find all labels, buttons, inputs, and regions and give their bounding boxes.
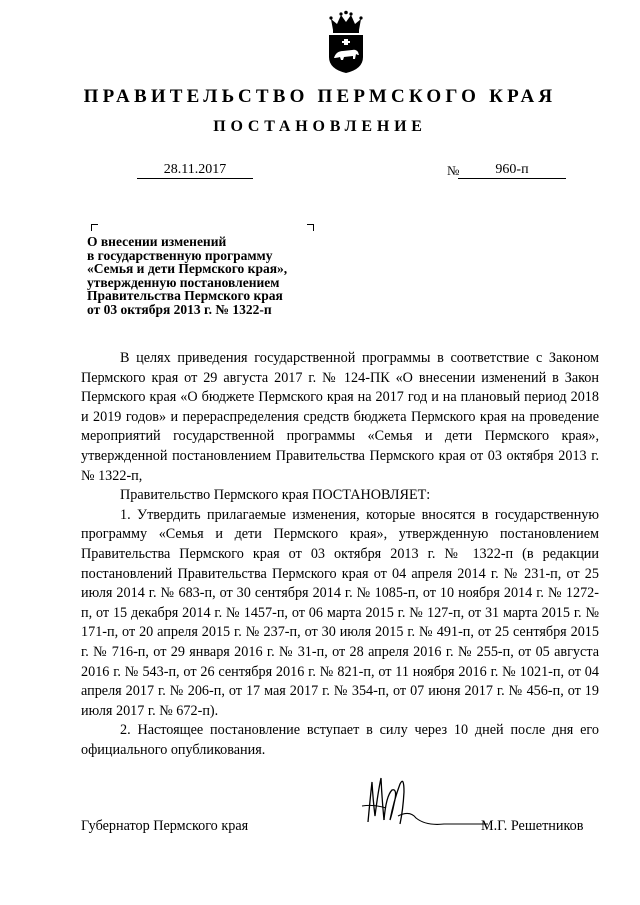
document-body — [81, 349, 599, 760]
number-sign: № — [447, 163, 460, 178]
subject-line: «Семья и дети Пермского края», — [87, 261, 288, 276]
subject-line: утвержденную постановлением — [87, 274, 280, 290]
document-type: ПОСТАНОВЛЕНИЕ — [213, 118, 427, 135]
subject-line: Правительства Пермского края — [87, 288, 283, 303]
signatory-name: М.Г. Решетников — [481, 818, 584, 834]
document-number: 960-п — [458, 162, 566, 179]
government-title: ПРАВИТЕЛЬСТВО ПЕРМСКОГО КРАЯ — [83, 86, 557, 107]
clause-2-paragraph: 2. Настоящее постановление вступает в силу через 10 дней после дня его официального опубликования. — [81, 722, 599, 758]
handwritten-signature — [354, 770, 490, 834]
document-date: 28.11.2017 — [137, 162, 253, 179]
subject-line: О внесении изменений — [87, 234, 227, 249]
clause-1-paragraph: 1. Утвердить прилагаемые изменения, которые вносятся в государственную программу «Семья и дети Пермского края», утвержденную постановлением Правительства Пермского края от 03 октября 2013 г. № 1322-п (в редакции постановлений Правительства Пермского края от 04 апреля 2014 г. № 231-п, от 25 июля 2014 г. № 683-п, от 30 сентября 2014 г. № 1085-п, от 10 ноября 2014 г. № 1272-п, от 15 декабря 2014 г. № 1457-п, от 06 марта 2015 г. № 127-п, от 31 марта 2015 г. № 171-п, от 20 апреля 2015 г. № 237-п, от 30 июля 2015 г. № 491-п, от 25 сентября 2015 г. № 716-п, от 29 января 2016 г. № 31-п, от 28 апреля 2016 г. № 255-п, от 05 августа 2016 г. № 543-п, от 26 сентября 2016 г. № 821-п, от 11 ноября 2016 г. № 1021-п, от 04 апреля 2017 г. № 206-п, от 17 мая 2017 г. № 354-п, от 07 июня 2017 г. № 456-п, от 19 июля 2017 г. № 672-п). — [81, 506, 599, 719]
subject-corner-right — [307, 224, 314, 231]
signatory-role: Губернатор Пермского края — [81, 818, 249, 834]
coat-of-arms-icon — [324, 10, 368, 74]
subject-block — [87, 235, 327, 316]
subject-line: от 03 октября 2013 г. № 1322-п — [87, 301, 272, 317]
subject-line: в государственную программу — [87, 247, 273, 263]
resolution-statement: Правительство Пермского края ПОСТАНОВЛЯЕТ: — [120, 487, 431, 504]
subject-corner-left — [91, 224, 98, 231]
preamble-paragraph: В целях приведения государственной программы в соответствие с Законом Пермского края от 29 августа 2017 г. № 124-ПК «О внесении изменений в Закон Пермского края «О бюджете Пермского края на 2017 год и на плановый период 2018 и 2019 годов» и перераспределения средств бюджета Пермского края на проведение мероприятий государственной программы «Семья и дети Пермского края», утвержденной постановлением Правительства Пермского края от 03 октября 2013 г. № 1322-п, — [81, 350, 599, 484]
